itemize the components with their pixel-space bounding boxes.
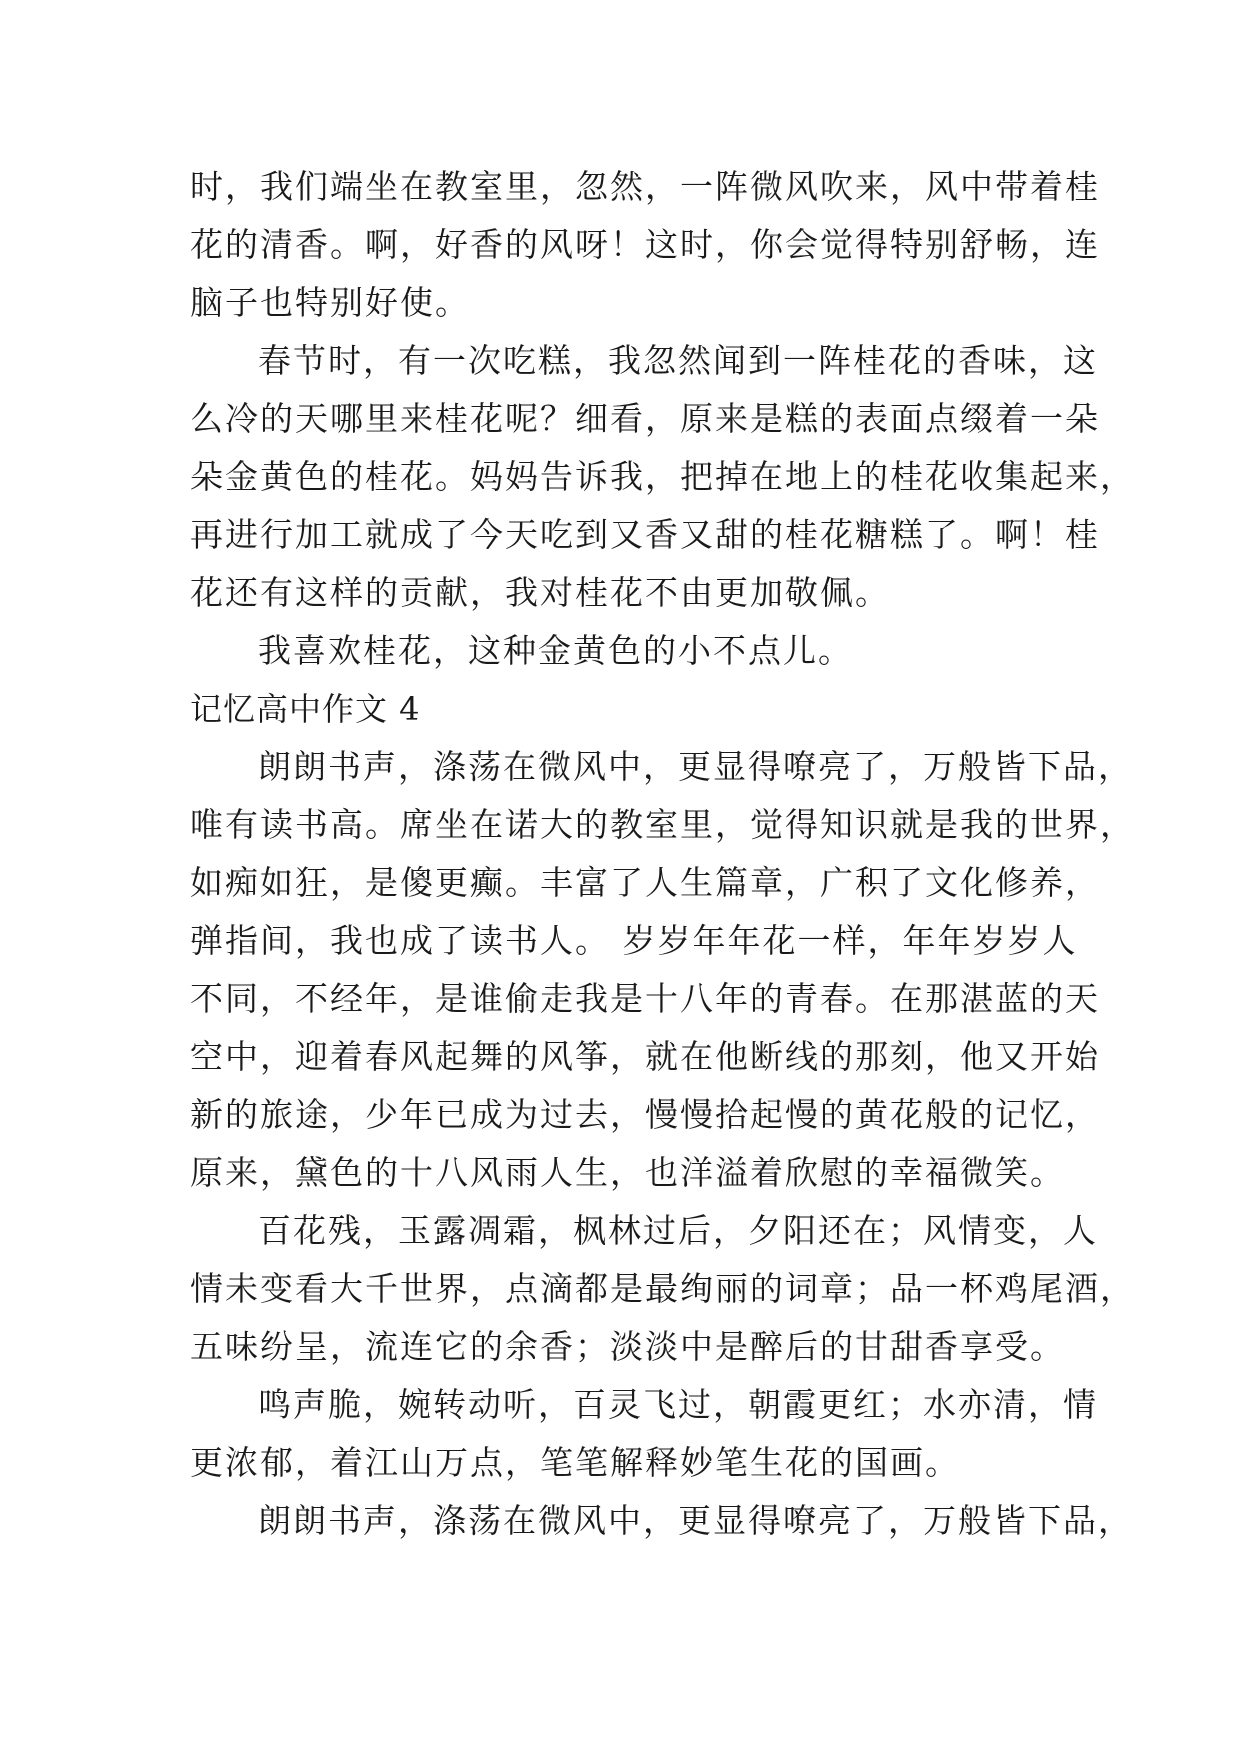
text-line: 朗朗书声，涤荡在微风中，更显得嘹亮了，万般皆下品， bbox=[258, 747, 1133, 786]
paragraph bbox=[190, 1376, 1098, 1492]
text-line: 情未变看大千世界，点滴都是最绚丽的词章；品一杯鸡尾酒， bbox=[190, 1269, 1135, 1308]
text-line: 不同，不经年，是谁偷走我是十八年的青春。在那湛蓝的天 bbox=[190, 979, 1100, 1018]
text-line: 春节时，有一次吃糕，我忽然闻到一阵桂花的香味，这 bbox=[258, 341, 1098, 380]
paragraph bbox=[190, 332, 1135, 622]
paragraph bbox=[190, 158, 1100, 332]
text-line: 空中，迎着春风起舞的风筝，就在他断线的那刻，他又开始 bbox=[190, 1037, 1100, 1076]
section-heading: 记忆高中作文 4 bbox=[190, 690, 421, 728]
paragraph bbox=[190, 1202, 1135, 1376]
text-line: 五味纷呈，流连它的余香；淡淡中是醉后的甘甜香享受。 bbox=[190, 1327, 1065, 1366]
text-line: 新的旅途，少年已成为过去，慢慢拾起慢的黄花般的记忆， bbox=[190, 1095, 1100, 1134]
paragraph bbox=[190, 1492, 1133, 1550]
text-line: 朵金黄色的桂花。妈妈告诉我，把掉在地上的桂花收集起来， bbox=[190, 457, 1135, 496]
text-line: 唯有读书高。席坐在诺大的教室里，觉得知识就是我的世界， bbox=[190, 805, 1135, 844]
text-line: 花的清香。啊，好香的风呀！这时，你会觉得特别舒畅，连 bbox=[190, 225, 1100, 264]
text-line: 时，我们端坐在教室里，忽然，一阵微风吹来，风中带着桂 bbox=[190, 167, 1100, 206]
text-line: 花还有这样的贡献，我对桂花不由更加敬佩。 bbox=[190, 573, 890, 612]
text-line: 原来，黛色的十八风雨人生，也洋溢着欣慰的幸福微笑。 bbox=[190, 1153, 1065, 1192]
document-page bbox=[190, 158, 1135, 1550]
text-line: 我喜欢桂花，这种金黄色的小不点儿。 bbox=[258, 631, 853, 670]
text-line: 再进行加工就成了今天吃到又香又甜的桂花糖糕了。啊！桂 bbox=[190, 515, 1100, 554]
text-line: 百花残，玉露凋霜，枫林过后，夕阳还在；风情变，人 bbox=[258, 1211, 1098, 1250]
text-line: 更浓郁，着江山万点，笔笔解释妙笔生花的国画。 bbox=[190, 1443, 960, 1482]
paragraph bbox=[190, 622, 1060, 680]
text-line: 弹指间，我也成了读书人。 岁岁年年花一样，年年岁岁人 bbox=[190, 921, 1078, 960]
paragraph bbox=[190, 738, 1135, 1202]
text-line: 朗朗书声，涤荡在微风中，更显得嘹亮了，万般皆下品， bbox=[258, 1501, 1133, 1540]
text-line: 如痴如狂，是傻更癫。丰富了人生篇章，广积了文化修养， bbox=[190, 863, 1100, 902]
text-line: 脑子也特别好使。 bbox=[190, 283, 470, 322]
text-line: 鸣声脆，婉转动听，百灵飞过，朝霞更红；水亦清，情 bbox=[258, 1385, 1098, 1424]
text-line: 么冷的天哪里来桂花呢？细看，原来是糕的表面点缀着一朵 bbox=[190, 399, 1100, 438]
